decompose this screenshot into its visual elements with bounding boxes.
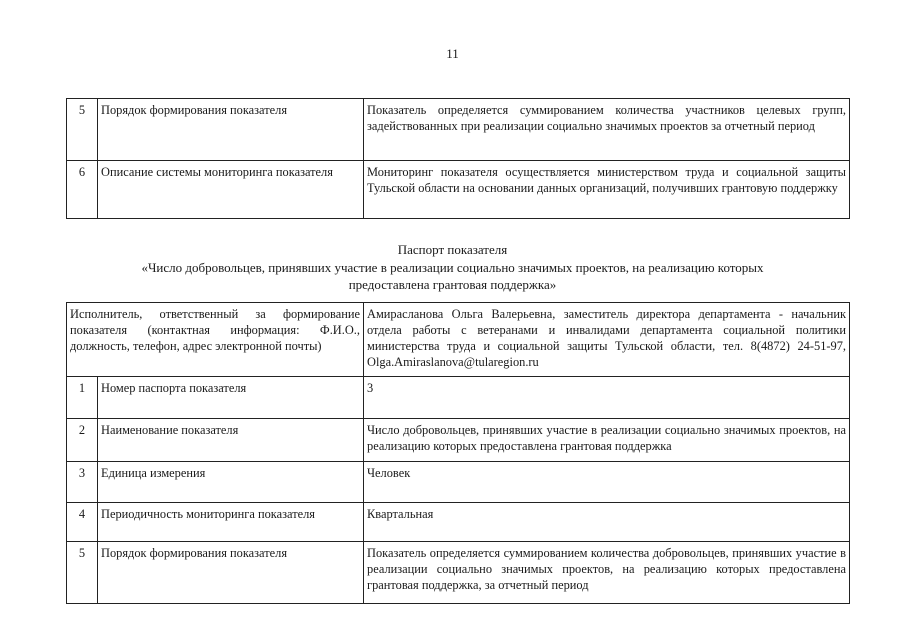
table-row	[67, 503, 850, 542]
row-value: Квартальная	[364, 503, 850, 542]
row-value: Человек	[364, 462, 850, 503]
row-value: Мониторинг показателя осуществляется министерством труда и социальной защиты Тульской области на основании данных организаций, получивших грантовую поддержку	[364, 161, 850, 219]
indicator-table-continued	[66, 98, 850, 219]
table-row	[67, 542, 850, 604]
executor-row	[67, 303, 850, 377]
page-number: 11	[446, 46, 459, 61]
row-value: Число добровольцев, принявших участие в реализации социально значимых проектов, на реализацию которых предоставлена грантовая поддержка	[364, 419, 850, 462]
row-number: 5	[67, 542, 98, 604]
table-row	[67, 462, 850, 503]
table-row	[67, 419, 850, 462]
row-number: 6	[67, 161, 98, 219]
passport-title: Паспорт показателя	[397, 242, 508, 257]
row-label: Наименование показателя	[98, 419, 364, 462]
row-label: Порядок формирования показателя	[98, 99, 364, 161]
row-number: 2	[67, 419, 98, 462]
row-label: Периодичность мониторинга показателя	[98, 503, 364, 542]
row-number: 3	[67, 462, 98, 503]
row-value: Показатель определяется суммированием количества добровольцев, принявших участие в реализации социально значимых проектов, на реализацию которых предоставлена грантовая поддержка, за отчетный период	[364, 542, 850, 604]
row-label: Единица измерения	[98, 462, 364, 503]
passport-table	[66, 302, 850, 604]
executor-label: Исполнитель, ответственный за формирование показателя (контактная информация: Ф.И.О., должность, телефон, адрес электронной почты)	[67, 303, 364, 377]
table-row	[67, 99, 850, 161]
table-row	[67, 377, 850, 419]
row-value: Показатель определяется суммированием количества участников целевых групп, задействованных при реализации социально значимых проектов за отчетный период	[364, 99, 850, 161]
passport-subtitle-line2: предоставлена грантовая поддержка»	[348, 277, 557, 292]
passport-subtitle-line1: «Число добровольцев, принявших участие в реализации социально значимых проектов, на реализацию которых	[141, 260, 764, 275]
row-label: Порядок формирования показателя	[98, 542, 364, 604]
row-value: 3	[364, 377, 850, 419]
row-number: 1	[67, 377, 98, 419]
executor-value: Амирасланова Ольга Валерьевна, заместитель директора департамента - начальник отдела работы с ветеранами и инвалидами департамента социальной политики министерства труда и социальной защиты Тульской области, тел. 8(4872) 24-51-97, Olga.Amiraslanova@tularegion.ru	[364, 303, 850, 377]
row-label: Описание системы мониторинга показателя	[98, 161, 364, 219]
row-label: Номер паспорта показателя	[98, 377, 364, 419]
table-row	[67, 161, 850, 219]
row-number: 4	[67, 503, 98, 542]
row-number: 5	[67, 99, 98, 161]
